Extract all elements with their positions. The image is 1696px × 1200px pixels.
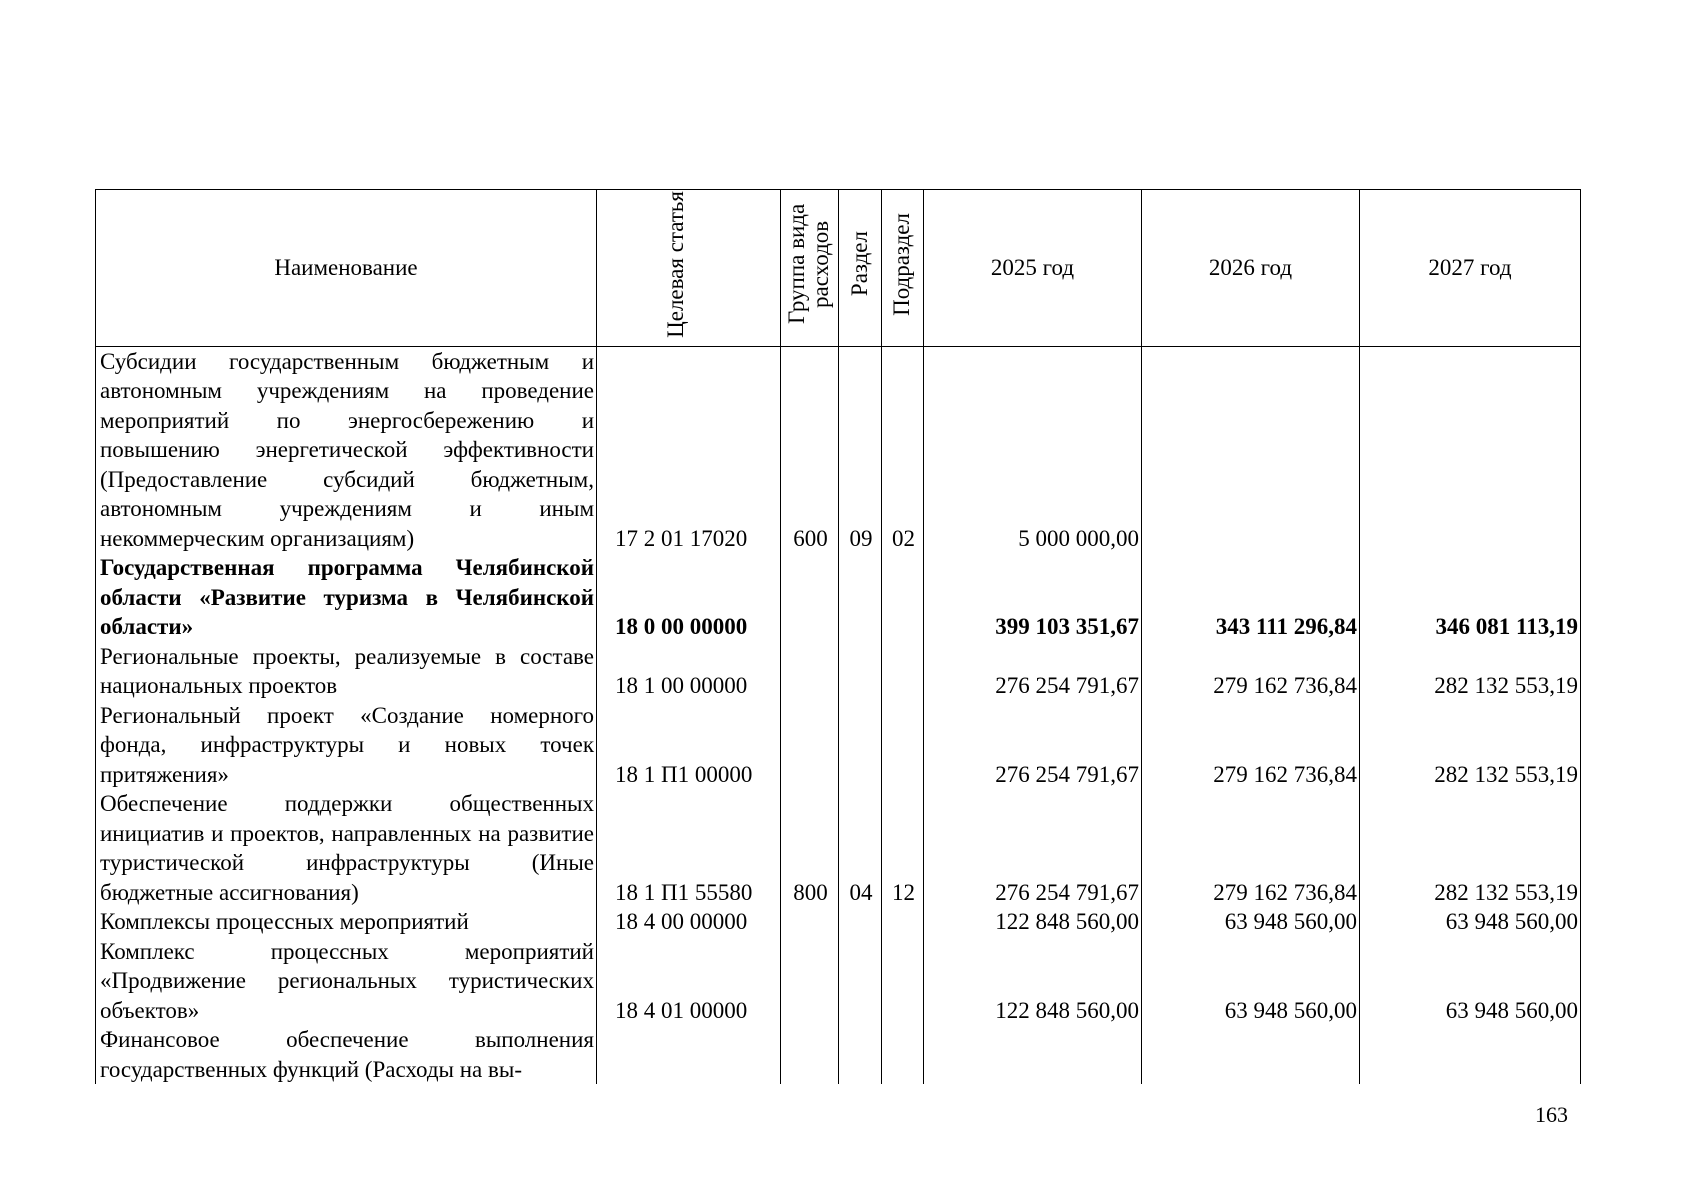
row-amount-2026 [1142,1025,1360,1084]
row-name: Финансовое обеспечение выполнения государственных функций (Расходы на вы- [96,1025,597,1084]
row-subsection [882,1025,924,1084]
row-section: 04 [839,789,882,907]
row-subsection [882,701,924,790]
row-amount-2025: 276 254 791,67 [924,701,1142,790]
row-target-article: 18 0 00 00000 [597,553,781,642]
row-expense-group: 800 [781,789,839,907]
row-expense-group [781,701,839,790]
row-amount-2026: 279 162 736,84 [1142,701,1360,790]
row-target-article: 18 1 00 00000 [597,642,781,701]
row-expense-group [781,907,839,937]
header-name: Наименование [96,190,597,347]
row-expense-group: 600 [781,346,839,553]
row-amount-2026: 343 111 296,84 [1142,553,1360,642]
table-row [96,789,1581,907]
row-name: Комплексы процессных мероприятий [96,907,597,937]
table-row [96,346,1581,553]
table-row [96,937,1581,1026]
row-subsection [882,642,924,701]
row-amount-2025: 122 848 560,00 [924,937,1142,1026]
row-target-article [597,1025,781,1084]
header-section: Раздел [839,190,882,347]
page-number: 163 [1535,1102,1568,1127]
row-name: Комплекс процессных мероприятий «Продвижение региональных туристических объектов» [96,937,597,1026]
row-expense-group [781,553,839,642]
row-amount-2025: 122 848 560,00 [924,907,1142,937]
row-section [839,907,882,937]
row-amount-2027: 282 132 553,19 [1360,642,1581,701]
row-target-article: 18 4 00 00000 [597,907,781,937]
row-expense-group [781,1025,839,1084]
row-name: Региональный проект «Создание номерного фонда, инфраструктуры и новых точек притяжения» [96,701,597,790]
row-target-article: 18 1 П1 00000 [597,701,781,790]
row-subsection [882,937,924,1026]
row-amount-2027 [1360,1025,1581,1084]
row-amount-2027: 282 132 553,19 [1360,701,1581,790]
row-expense-group [781,937,839,1026]
row-expense-group [781,642,839,701]
table-row [96,907,1581,937]
row-target-article: 17 2 01 17020 [597,346,781,553]
row-subsection [882,907,924,937]
row-subsection: 02 [882,346,924,553]
row-amount-2026: 279 162 736,84 [1142,789,1360,907]
header-year-2026: 2026 год [1142,190,1360,347]
table-body [96,346,1581,1084]
row-amount-2026: 63 948 560,00 [1142,907,1360,937]
row-name: Обеспечение поддержки общественных инициатив и проектов, направленных на развитие туристической инфраструктуры (Иные бюджетные ассигнования) [96,789,597,907]
row-amount-2027: 346 081 113,19 [1360,553,1581,642]
row-amount-2025: 399 103 351,67 [924,553,1142,642]
row-amount-2025: 5 000 000,00 [924,346,1142,553]
table-header [96,190,1581,347]
row-amount-2025: 276 254 791,67 [924,642,1142,701]
row-amount-2025 [924,1025,1142,1084]
row-name: Субсидии государственным бюджетным и автономным учреждениям на проведение мероприятий по энергосбережению и повышению энергетической эффективности (Предоставление субсидий бюджетным, автономным учреждениям и иным некоммерческим организациям) [96,346,597,553]
table-row [96,701,1581,790]
row-subsection: 12 [882,789,924,907]
table-row [96,642,1581,701]
row-name: Региональные проекты, реализуемые в составе национальных проектов [96,642,597,701]
header-subsection: Подраздел [882,190,924,347]
row-section [839,701,882,790]
row-amount-2026: 279 162 736,84 [1142,642,1360,701]
row-section [839,937,882,1026]
header-expense-group: Группа вида расходов [781,190,839,347]
table-row [96,553,1581,642]
header-row [96,190,1581,347]
row-amount-2027: 282 132 553,19 [1360,789,1581,907]
budget-table [95,189,1581,1084]
row-amount-2027: 63 948 560,00 [1360,937,1581,1026]
row-target-article: 18 4 01 00000 [597,937,781,1026]
row-section [839,553,882,642]
row-amount-2026 [1142,346,1360,553]
header-year-2027: 2027 год [1360,190,1581,347]
row-section [839,1025,882,1084]
table-row [96,1025,1581,1084]
row-subsection [882,553,924,642]
row-amount-2025: 276 254 791,67 [924,789,1142,907]
row-name: Государственная программа Челябинской области «Развитие туризма в Челябинской области» [96,553,597,642]
header-year-2025: 2025 год [924,190,1142,347]
header-target-article: Целевая статья [597,190,781,347]
row-amount-2027 [1360,346,1581,553]
row-target-article: 18 1 П1 55580 [597,789,781,907]
row-amount-2027: 63 948 560,00 [1360,907,1581,937]
row-amount-2026: 63 948 560,00 [1142,937,1360,1026]
row-section [839,642,882,701]
row-section: 09 [839,346,882,553]
